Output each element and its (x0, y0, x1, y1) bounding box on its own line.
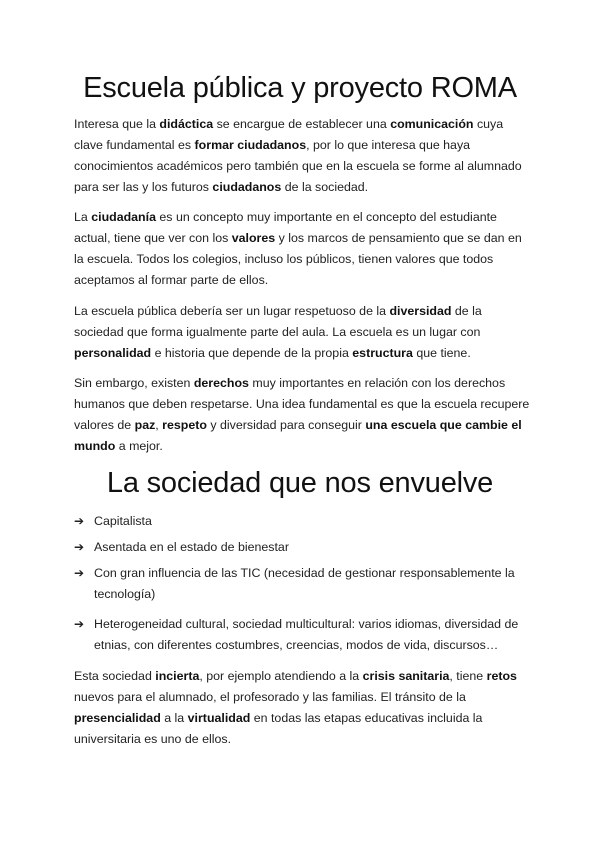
text-run: a mejor. (115, 439, 163, 453)
list-item (74, 537, 534, 558)
text-run: La (74, 210, 92, 224)
text-run: cuya clave fundamental es (74, 117, 504, 152)
text-run: , por lo que interesa que haya conocimientos académicos pero también que en la escuela se forme al alumnado para ser las y los futuros (74, 138, 522, 194)
text-run: y diversidad para conseguir (206, 418, 366, 432)
arrow-bullet-icon: ➔ (74, 514, 85, 528)
list-item (74, 614, 534, 656)
text-run: se encargue de establecer una (213, 117, 391, 131)
text-run: y los marcos de pensamiento que se dan en la escuela. Todos los colegios, incluso los públicos, tienen valores que todos aceptamos al formar parte de ellos. (74, 231, 522, 287)
text-run: que tiene. (412, 346, 471, 360)
text-run: Sin embargo, existen (74, 376, 194, 390)
bold-term: ciudadanía (91, 210, 156, 224)
bold-term: diversidad (389, 304, 452, 318)
text-run: de la sociedad. (281, 180, 369, 194)
paragraph-diversidad (74, 301, 530, 364)
text-run: es un concepto muy importante en el concepto del estudiante actual, tiene que ver con los (74, 210, 497, 245)
bold-term: paz (134, 418, 156, 432)
bold-term: didáctica (159, 117, 214, 131)
bold-term: ciudadanos (212, 180, 282, 194)
arrow-bullet-icon: ➔ (74, 566, 85, 580)
bold-term: una escuela que cambie el mundo (74, 418, 522, 453)
bold-term: estructura (352, 346, 413, 360)
text-run: , por ejemplo atendiendo a la (199, 669, 363, 683)
text-run: en todas las etapas educativas incluida la universitaria es uno de ellos. (74, 711, 483, 746)
list-item-text: Con gran influencia de las TIC (necesidad de gestionar responsablemente la tecnología) (94, 566, 515, 601)
list-item-text: Asentada en el estado de bienestar (94, 540, 289, 554)
text-run: , (155, 418, 163, 432)
text-run: Esta sociedad (74, 669, 156, 683)
paragraph-didactica (74, 114, 530, 198)
text-run: muy importantes en relación con los derechos humanos que deben respetarse. Una idea fundamental es que la escuela recupere valores de (74, 376, 530, 432)
bold-term: incierta (155, 669, 200, 683)
bold-term: derechos (193, 376, 249, 390)
bold-term: personalidad (74, 346, 152, 360)
section-title-escuela: Escuela pública y proyecto ROMA (83, 72, 517, 104)
paragraph-sociedad-incierta (74, 666, 530, 750)
bold-term: crisis sanitaria (362, 669, 450, 683)
list-item (74, 511, 534, 532)
bold-term: retos (486, 669, 517, 683)
paragraph-derechos (74, 373, 530, 457)
arrow-bullet-icon: ➔ (74, 617, 85, 631)
paragraph-ciudadania (74, 207, 530, 291)
text-run: e historia que depende de la propia (151, 346, 353, 360)
text-run: a la (160, 711, 188, 725)
bold-term: comunicación (390, 117, 474, 131)
list-item (74, 563, 534, 605)
section-title-sociedad: La sociedad que nos envuelve (106, 467, 494, 499)
text-run: nuevos para el alumnado, el profesorado y las familias. El tránsito de la (74, 690, 466, 704)
bold-term: presencialidad (74, 711, 161, 725)
text-run: Interesa que la (74, 117, 160, 131)
bold-term: formar ciudadanos (194, 138, 307, 152)
text-run: La escuela pública debería ser un lugar respetuoso de la (74, 304, 390, 318)
text-run: de la sociedad que forma igualmente parte del aula. La escuela es un lugar con (74, 304, 482, 339)
list-item-text: Heterogeneidad cultural, sociedad multicultural: varios idiomas, diversidad de etnias, con diferentes costumbres, creencias, modos de vida, discursos… (94, 617, 519, 652)
list-item-text: Capitalista (94, 514, 152, 528)
text-run: , tiene (449, 669, 487, 683)
bold-term: valores (231, 231, 276, 245)
bold-term: virtualidad (187, 711, 251, 725)
bold-term: respeto (162, 418, 207, 432)
arrow-bullet-icon: ➔ (74, 540, 85, 554)
